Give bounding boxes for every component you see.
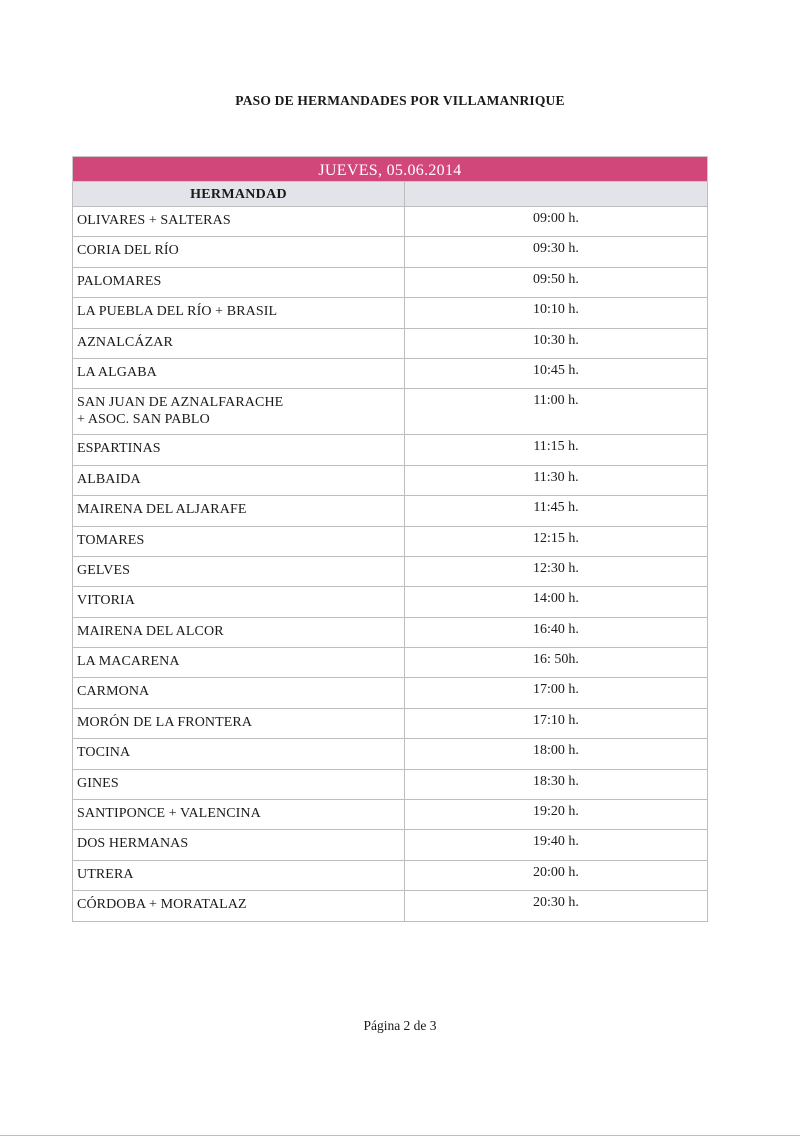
hermandad-name: TOMARES [77,532,145,548]
time-cell: 16:40 h. [405,617,708,647]
time-cell: 14:00 h. [405,587,708,617]
time-cell: 18:00 h. [405,739,708,769]
time-cell: 10:30 h. [405,328,708,358]
time-cell: 17:00 h. [405,678,708,708]
hermandad-cell [73,708,405,738]
hermandad-name-line2: + ASOC. SAN PABLO [77,412,210,428]
hermandad-cell [73,891,405,921]
table-row [73,891,708,921]
column-header-time [405,182,708,207]
hermandad-cell [73,267,405,297]
hermandad-name: ALBAIDA [77,471,141,487]
hermandad-name: SANTIPONCE + VALENCINA [77,806,261,822]
table-row [73,526,708,556]
hermandad-name: CARMONA [77,684,150,700]
hermandad-cell [73,648,405,678]
hermandad-cell [73,830,405,860]
hermandad-cell [73,435,405,465]
time-cell: 16: 50h. [405,648,708,678]
hermandad-cell [73,207,405,237]
hermandad-name: LA MACARENA [77,654,180,670]
table-row [73,860,708,890]
table-row [73,587,708,617]
time-cell: 17:10 h. [405,708,708,738]
table-row [73,496,708,526]
hermandad-cell [73,617,405,647]
page-edge-divider [0,1135,800,1136]
hermandad-name: ESPARTINAS [77,441,161,457]
time-cell: 11:00 h. [405,389,708,435]
hermandad-name: MORÓN DE LA FRONTERA [77,714,253,730]
hermandad-name: UTRERA [77,866,134,882]
time-cell: 12:30 h. [405,556,708,586]
table-row [73,617,708,647]
hermandad-cell [73,526,405,556]
table-row [73,328,708,358]
hermandad-name: PALOMARES [77,273,162,289]
hermandad-name: DOS HERMANAS [77,836,189,852]
table-row [73,298,708,328]
table-row [73,465,708,495]
schedule-body [73,207,708,922]
hermandad-name: TOCINA [77,745,131,761]
hermandad-name: GINES [77,775,119,791]
time-cell: 12:15 h. [405,526,708,556]
hermandad-name: AZNALCÁZAR [77,334,173,350]
hermandad-cell [73,739,405,769]
time-cell: 11:15 h. [405,435,708,465]
hermandad-name: VITORIA [77,593,135,609]
table-row [73,556,708,586]
hermandad-name: MAIRENA DEL ALCOR [77,623,224,639]
table-row [73,769,708,799]
table-row [73,739,708,769]
time-cell: 11:30 h. [405,465,708,495]
hermandad-cell [73,465,405,495]
hermandad-name: LA ALGABA [77,364,157,380]
schedule-table [72,156,708,922]
hermandad-cell [73,389,405,435]
time-cell: 19:40 h. [405,830,708,860]
table-row [73,435,708,465]
time-cell: 19:20 h. [405,800,708,830]
hermandad-name: MAIRENA DEL ALJARAFE [77,502,247,518]
page-footer: Página 2 de 3 [363,1018,437,1033]
table-row [73,648,708,678]
hermandad-cell [73,298,405,328]
hermandad-name: OLIVARES + SALTERAS [77,213,231,228]
time-cell: 11:45 h. [405,496,708,526]
time-cell: 20:00 h. [405,860,708,890]
time-cell: 09:50 h. [405,267,708,297]
table-row [73,830,708,860]
hermandad-cell [73,496,405,526]
hermandad-name: CÓRDOBA + MORATALAZ [77,897,247,913]
time-cell: 09:30 h. [405,237,708,267]
document-title: PASO DE HERMANDADES POR VILLAMANRIQUE [235,93,565,108]
hermandad-cell [73,860,405,890]
hermandad-name: GELVES [77,562,130,578]
day-header-row [73,157,708,182]
time-cell: 10:10 h. [405,298,708,328]
hermandad-cell [73,800,405,830]
table-row [73,708,708,738]
time-cell: 09:00 h. [405,207,708,237]
day-header-text: JUEVES, 05.06.2014 [318,161,462,179]
time-cell: 20:30 h. [405,891,708,921]
time-cell: 10:45 h. [405,358,708,388]
hermandad-cell [73,556,405,586]
table-row [73,207,708,237]
table-row [73,237,708,267]
time-cell: 18:30 h. [405,769,708,799]
hermandad-cell [73,328,405,358]
hermandad-cell [73,358,405,388]
table-row [73,800,708,830]
table-row [73,267,708,297]
hermandad-name: SAN JUAN DE AZNALFARACHE [77,395,284,411]
table-row [73,389,708,435]
table-row [73,358,708,388]
column-header-hermandad: HERMANDAD [73,182,405,207]
hermandad-cell [73,587,405,617]
hermandad-cell [73,678,405,708]
column-header-row [73,182,708,207]
hermandad-name: LA PUEBLA DEL RÍO + BRASIL [77,304,278,320]
hermandad-cell [73,769,405,799]
hermandad-name: CORIA DEL RÍO [77,243,179,259]
day-header [73,157,708,182]
table-row [73,678,708,708]
hermandad-cell [73,237,405,267]
